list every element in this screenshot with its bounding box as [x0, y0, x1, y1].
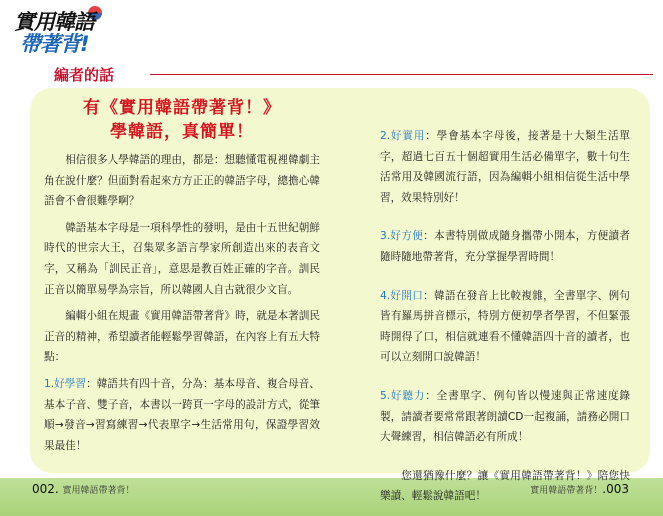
book-logo [14, 6, 134, 62]
left-column [44, 96, 320, 462]
logo-line1: 實用韓語 [14, 10, 94, 34]
feature-text: ：全書單字、例句皆以慢速與正常速度錄製，請讀者要常常跟著朗讀CD一起複誦，請務必開口大聲練習，相信韓語必有所成！ [380, 389, 631, 444]
feature-item [380, 286, 630, 368]
feature-text: ：本書特別做成隨身攜帶小開本，方便讀者隨時隨地帶著背，充分掌握學習時間！ [380, 230, 631, 263]
feature-label: 3.好方便 [380, 230, 424, 243]
logo-line2: 帶著背! [20, 32, 89, 56]
page-title-line1: 有《實用韓語帶著背！》 [83, 98, 281, 118]
feature-item [44, 374, 320, 456]
page-title-line2: 學韓語，真簡單！ [110, 122, 254, 142]
paragraph: 相信很多人學韓語的理由，都是：想聽懂電視裡韓劇主角在說什麼？但面對看起來方方正正的韓語字母，總擔心韓語會不會很難學啊？ [44, 154, 320, 208]
footer-left [32, 482, 135, 496]
feature-label: 5.好聽力 [380, 389, 426, 402]
right-column [380, 126, 630, 507]
feature-label: 1.好學習 [44, 377, 87, 390]
paragraph: 編輯小組在規畫《實用韓語帶著背》時，就是本著訓民正音的精神，希望讀者能輕鬆學習韓語，在內容上有五大特點： [44, 310, 320, 364]
page-number-right: .003 [602, 482, 629, 496]
feature-text: ：學會基本字母後，接著是十大類生活單字，超過七百五十個超實用生活必備單字，數十句生活常用及韓國流行語，因為編輯小組相信從生活中學習，效果特別好！ [380, 130, 631, 204]
feature-label: 2.好實用 [380, 130, 426, 142]
footer-right [530, 482, 629, 496]
feature-item [380, 386, 630, 448]
feature-text: ：韓語共有四十音，分為：基本母音、複合母音、基本子音、雙子音，本書以一跨頁一字母的設計方式，從筆順→發音→習寫練習→代表單字→生活常用句，保證學習效果最佳！ [44, 377, 321, 452]
feature-item [380, 126, 630, 208]
feature-label: 4.好開口 [380, 289, 424, 302]
running-title-left: 實用韓語帶著背！ [62, 486, 135, 496]
closing-paragraph: 您還猶豫什麼？讓《實用韓語帶著背！》陪您快樂讀、輕鬆說韓語吧！ [380, 469, 630, 503]
header-divider [150, 74, 653, 75]
feature-item [380, 226, 630, 267]
page-number-left: 002. [32, 482, 59, 496]
section-title: 編者的話 [54, 66, 115, 84]
paragraph: 韓語基本字母是一項科學性的發明，是由十五世紀朝鮮時代的世宗大王，召集眾多語言學家所創造出來的表音文字，又稱為「訓民正音」，意思是教百姓正確的字音。訓民正音以簡單易學為宗旨，所以韓國人自古就很少文盲。 [44, 221, 320, 296]
feature-text: ：韓語在發音上比較複雜，全書單字、例句皆有羅馬拼音標示，特別方便初學者學習，不但緊張時開得了口，相信就連看不懂韓語四十音的讀者，也可以立刻開口說韓語！ [380, 289, 631, 364]
running-title-right: 實用韓語帶著背！ [530, 486, 603, 496]
